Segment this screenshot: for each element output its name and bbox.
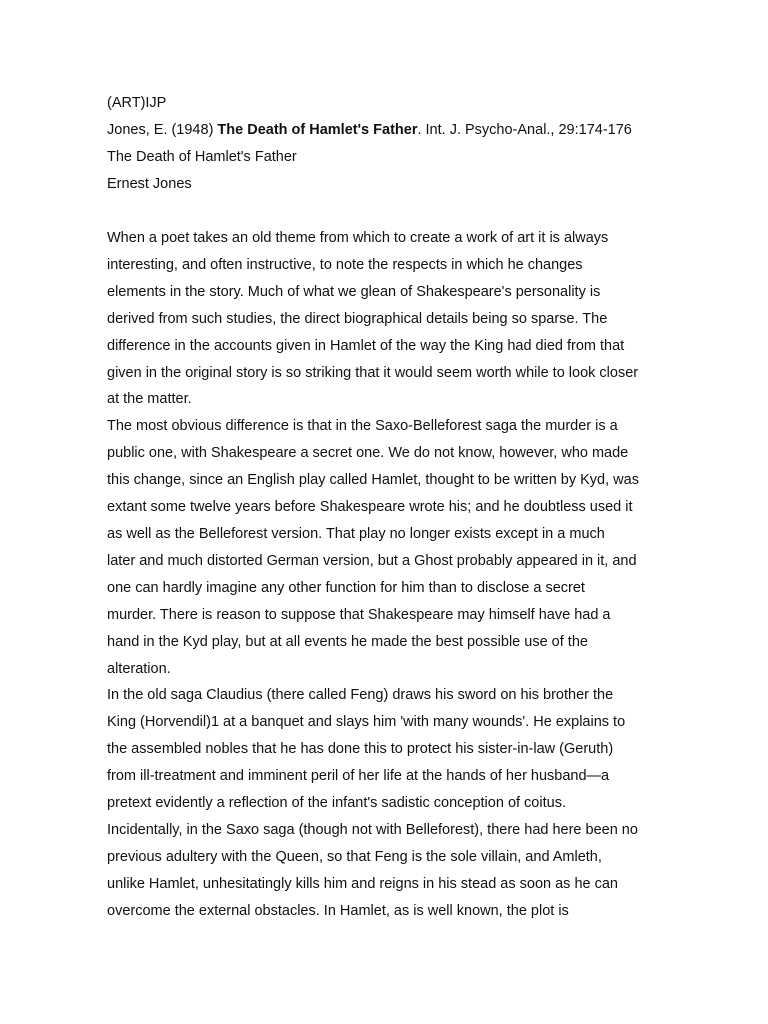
document-content (107, 90, 667, 925)
body-line: as well as the Belleforest version. That play no longer exists except in a much (107, 525, 605, 542)
body-line: one can hardly imagine any other function for him than to disclose a secret (107, 579, 585, 596)
citation-line (107, 117, 667, 144)
body-line: overcome the external obstacles. In Hamlet, as is well known, the plot is (107, 902, 569, 919)
body-line: Incidentally, in the Saxo saga (though not with Belleforest), there had here been no (107, 821, 638, 838)
body-line: When a poet takes an old theme from which to create a work of art it is always (107, 230, 609, 246)
body-line: this change, since an English play called Hamlet, thought to be written by Kyd, was (107, 472, 639, 489)
body-line: difference in the accounts given in Hamlet of the way the King had died from that (107, 337, 625, 354)
body-line: extant some twelve years before Shakespeare wrote his; and he doubtless used it (107, 499, 633, 516)
source-tag: (ART)IJP (107, 95, 167, 111)
body-line: derived from such studies, the direct biographical details being so sparse. The (107, 310, 608, 327)
citation-title: The Death of Hamlet's Father (217, 122, 418, 138)
body-line: public one, with Shakespeare a secret one. We do not know, however, who made (107, 445, 629, 462)
body-line: interesting, and often instructive, to note the respects in which he changes (107, 256, 583, 273)
body-line: hand in the Kyd play, but at all events he made the best possible use of the (107, 633, 588, 650)
citation-author-year: Jones, E. (1948) (107, 122, 218, 138)
body-line: the assembled nobles that he has done this to protect his sister-in-law (Geruth) (107, 741, 614, 758)
body-line: The most obvious difference is that in the Saxo-Belleforest saga the murder is a (107, 418, 618, 435)
body-line: King (Horvendil)1 at a banquet and slays him 'with many wounds'. He explains to (107, 714, 626, 731)
body-line: previous adultery with the Queen, so that Feng is the sole villain, and Amleth, (107, 848, 602, 865)
body-line: given in the original story is so striking that it would seem worth while to look closer (107, 364, 639, 381)
article-title: The Death of Hamlet's Father (107, 149, 297, 165)
article-author: Ernest Jones (107, 176, 192, 192)
body-line: murder. There is reason to suppose that Shakespeare may himself have had a (107, 606, 611, 623)
body-line: at the matter. (107, 391, 192, 408)
body-line: pretext evidently a reflection of the infant's sadistic conception of coitus. (107, 795, 566, 812)
body-line: from ill-treatment and imminent peril of her life at the hands of her husband—a (107, 768, 610, 785)
citation-journal: . Int. J. Psycho-Anal., 29:174-176 (417, 122, 632, 138)
body-line: later and much distorted German version, but a Ghost probably appeared in it, and (107, 552, 637, 569)
article-body (107, 225, 667, 925)
body-line: alteration. (107, 660, 171, 677)
body-line: unlike Hamlet, unhesitatingly kills him and reigns in his stead as soon as he can (107, 875, 618, 892)
body-line: In the old saga Claudius (there called Feng) draws his sword on his brother the (107, 687, 614, 704)
body-line: elements in the story. Much of what we glean of Shakespeare's personality is (107, 283, 601, 300)
